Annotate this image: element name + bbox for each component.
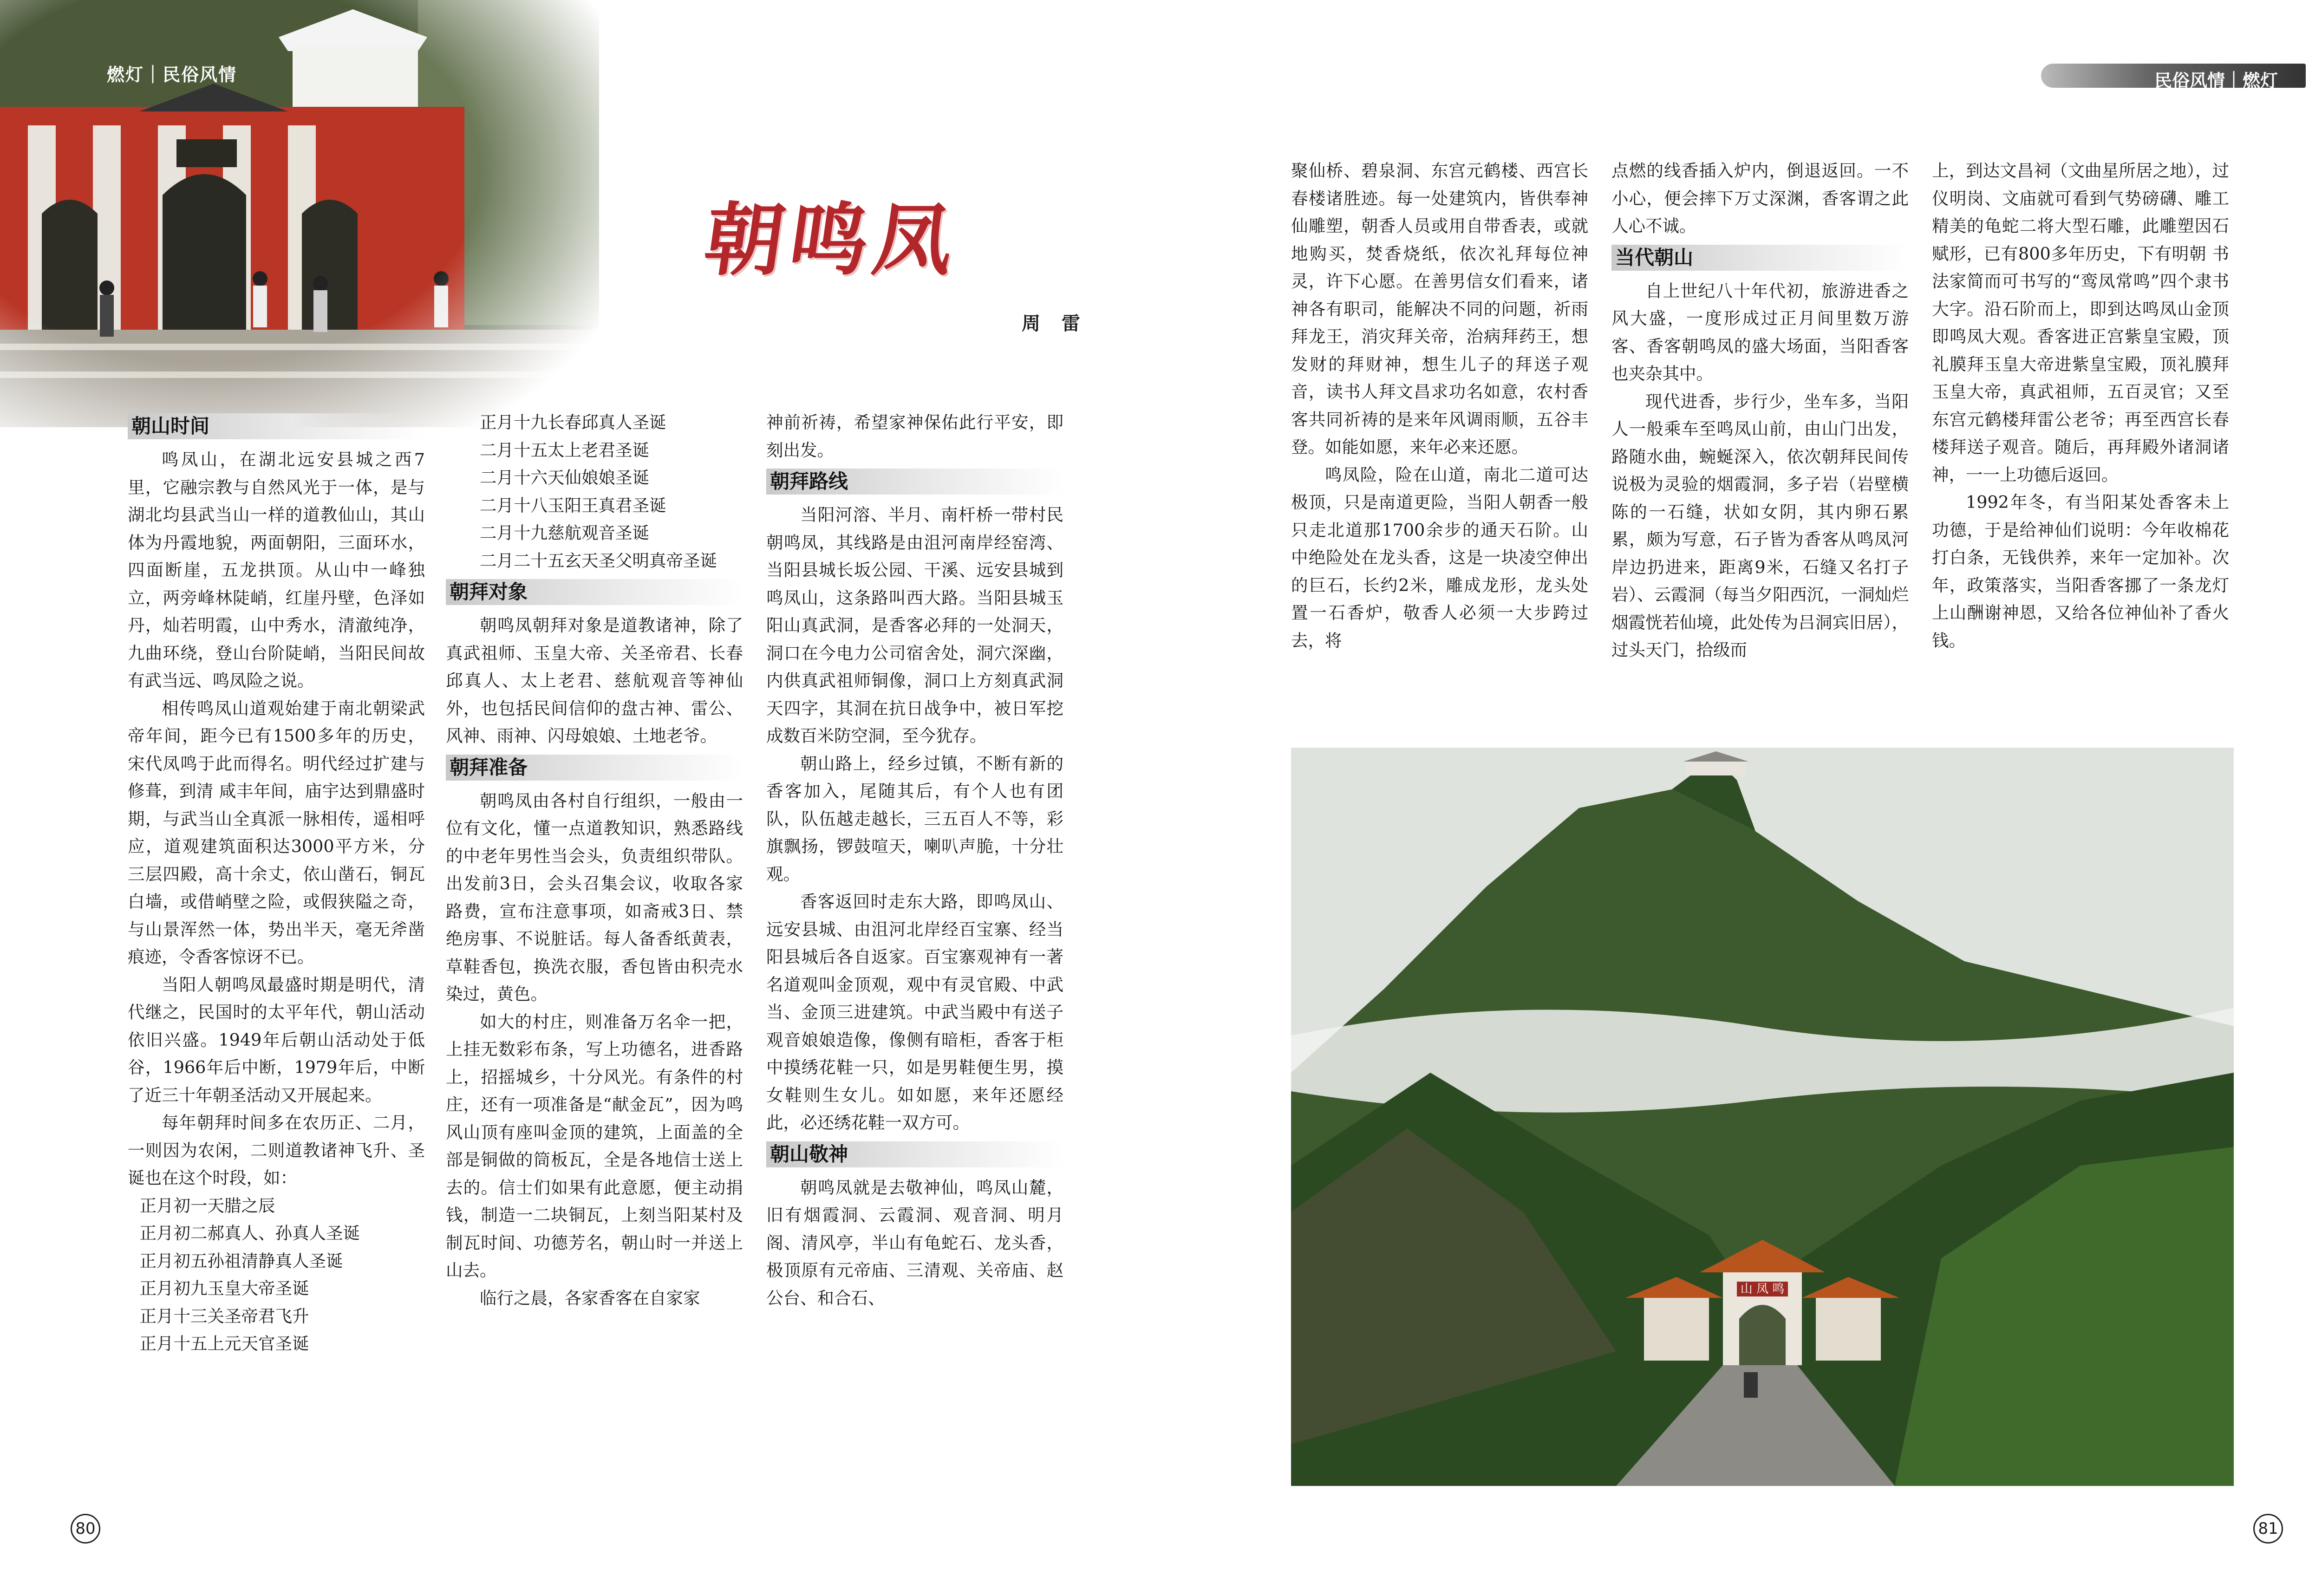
list-item: 正月初二郝真人、孙真人圣诞 <box>139 1223 360 1243</box>
paragraph: 临行之晨，各家香客在自家家 <box>480 1288 700 1308</box>
header-right <box>2041 58 2306 91</box>
paragraph: 朝鸣凤就是去敬神仙，鸣凤山麓，旧有烟霞洞、云霞洞、观音洞、明月阁、清风亭，半山有龟蛇石、龙头香，极顶原有元帝庙、三清观、关帝庙、赵公台、和合石、 <box>766 1177 1063 1308</box>
paragraph: 当阳人朝鸣凤最盛时期是明代，清代继之，民国时的太平年代，朝山活动依旧兴盛。1949年后朝山活动处于低谷，1966年后中断，1979年后，中断了近三十年朝圣活动又开展起来。 <box>128 974 425 1105</box>
section-heading: 朝山时间 <box>128 413 425 439</box>
paragraph: 神前祈祷，希望家神保佑此行平安，即刻出发。 <box>766 412 1063 460</box>
section-heading: 朝拜准备 <box>446 755 743 781</box>
column-3 <box>766 409 1063 1312</box>
paragraph: 朝鸣凤朝拜对象是道教诸神，除了真武祖师、玉皇大帝、关圣帝君、长春邱真人、太上老君、慈航观音等神仙外，也包括民间信仰的盘古神、雷公、风神、雨神、闪母娘娘、土地老爷。 <box>446 615 743 746</box>
temple-gate-photo <box>0 0 599 427</box>
paragraph: 当阳河溶、半月、南杆桥一带村民朝鸣凤，其线路是由沮河南岸经窑湾、当阳县城长坂公园、干溪、远安县城到鸣凤山，这条路叫西大路。当阳县城玉阳山真武洞，是香客必拜的一处洞天，洞口在今电力公司宿舍处，洞穴深幽，内供真武祖师铜像，洞口上方刻真武洞天四字，其洞在抗日战争中，被日军挖成数百米防空洞，至今犹存。 <box>766 505 1063 746</box>
column-5 <box>1611 157 1909 664</box>
list-item: 二月十九慈航观音圣诞 <box>480 523 649 543</box>
list-item: 二月十五太上老君圣诞 <box>480 440 649 460</box>
paragraph: 点燃的线香插入炉内，倒退返回。一不小心，便会摔下万丈深渊，香客谓之此人心不诚。 <box>1611 161 1909 236</box>
paragraph: 自上世纪八十年代初，旅游进香之风大盛，一度形成过正月间里数万游客、香客朝鸣凤的盛大场面，当阳香客也夹杂其中。 <box>1611 280 1909 384</box>
page-number-left: 80 <box>71 1514 100 1544</box>
column-2 <box>446 409 743 1312</box>
paragraph: 鸣凤险，险在山道，南北二道可达极顶，只是南道更险，当阳人朝香一般只走北道那1700余步的通天石阶。山中绝险处在龙头香，这是一块凌空伸出的巨石，长约2米，雕成龙形，龙头处置一石香炉，敬香人必须一大步跨过去，将 <box>1291 464 1588 651</box>
section-heading: 朝拜路线 <box>766 469 1063 495</box>
paragraph: 朝山路上，经乡过镇，不断有新的香客加入，尾随其后，有个人也有团队，队伍越走越长，三五百人不等，彩旗飘扬，锣鼓喧天，喇叭声脆，十分壮观。 <box>766 753 1063 884</box>
paragraph: 如大的村庄，则准备万名伞一把，上挂无数彩布条，写上功德名，进香路上，招摇城乡，十分风光。有条件的村庄，还有一项准备是“献金瓦”，因为鸣风山顶有座叫金顶的建筑，上面盖的全部是铜做的筒板瓦，全是各地信士送上去的。信士们如果有此意愿，便主动捐钱，制造一二块铜瓦，上刻当阳某村及制瓦时间、功德芳名，朝山时一并送上山去。 <box>446 1011 743 1280</box>
section-heading: 朝拜对象 <box>446 579 743 605</box>
column-4 <box>1291 157 1588 654</box>
section-heading: 当代朝山 <box>1611 245 1909 271</box>
paragraph: 每年朝拜时间多在农历正、二月，一则因为农闲，二则道教诸神飞升、圣诞也在这个时段，如： <box>128 1113 425 1188</box>
list-item: 正月初一天腊之辰 <box>139 1195 275 1216</box>
article-title: 朝鸣凤 <box>698 194 965 287</box>
paragraph: 鸣凤山，在湖北远安县城之西7里，它融宗教与自然风光于一体，是与湖北均县武当山一样的道教仙山，其山体为丹霞地貌，两面朝阳，三面环水，四面断崖，五龙拱顶。从山中一峰独立，两旁峰林陡峭，红崖丹壁，色泽如丹，灿若明霞，山中秀水，清澈纯净，九曲环绕，登山台阶陡峭，当阳民间故有武当远、鸣凤险之说。 <box>128 449 425 691</box>
list-item: 二月十八玉阳王真君圣诞 <box>480 495 666 515</box>
column-1 <box>128 409 425 1358</box>
list-item: 正月初五孙祖清静真人圣诞 <box>139 1251 343 1271</box>
column-6 <box>1932 157 2229 654</box>
list-item: 二月十六天仙娘娘圣诞 <box>480 468 649 488</box>
header-right-text: 民俗风情｜燃灯 <box>2154 71 2278 91</box>
list-item: 正月十三关圣帝君飞升 <box>139 1306 309 1326</box>
header-left: 燃灯｜民俗风情 <box>107 65 237 85</box>
article-author: 周 雷 <box>1022 313 1088 334</box>
list-item: 正月十五上元天官圣诞 <box>139 1334 309 1354</box>
paragraph: 1992年冬，有当阳某处香客未上功德，于是给神仙们说明：今年收棉花打白条，无钱供养，来年一定加补。次年，政策落实，当阳香客挪了一条龙灯上山酬谢神恩，又给各位神仙补了香火钱。 <box>1932 492 2229 651</box>
list-item: 正月十九长春邱真人圣诞 <box>480 412 666 432</box>
section-heading: 朝山敬神 <box>766 1141 1063 1167</box>
paragraph: 现代进香，步行少，坐车多，当阳人一般乘车至鸣凤山前，由山门出发，路随水曲，蜿蜒深入，依次朝拜民间传说极为灵验的烟霞洞，多子岩（岩壁横陈的一石缝，状如女阴，其内卵石累累，颇为写意，石子皆为香客从鸣凤河岸边扔进来，距离9米，石缝又名打子岩）、云霞洞（每当夕阳西沉，一洞灿烂烟霞恍若仙境，此处传为吕洞宾旧居），过头天门，拾级而 <box>1611 391 1909 660</box>
list-item: 二月二十五玄天圣父明真帝圣诞 <box>480 550 717 571</box>
paragraph: 朝鸣凤由各村自行组织，一般由一位有文化，懂一点道教知识，熟悉路线的中老年男性当会头，负责组织带队。出发前3日，会头召集会议，收取各家路费，宣布注意事项，如斋戒3日、禁绝房事、不说脏话。每人备香纸黄表，草鞋香包，换洗衣服，香包皆由积壳水染过，黄色。 <box>446 790 743 1004</box>
paragraph: 上，到达文昌祠（文曲星所居之地），过仪明岗、文庙就可看到气势磅礴、雕工精美的龟蛇二将大型石雕，此雕塑因石赋形，已有800多年历史，下有明朝 书法家简而可书写的“鸾凤常鸣”四个隶书大字。沿石阶而上，即到达鸣凤山金顶即鸣凤大观。香客进正宫紫皇宝殿，顶礼膜拜玉皇大帝进紫皇宝殿，顶礼膜拜玉皇大帝，真武祖师，五百灵官；又至东宫元鹤楼拜雷公老爷；再至西宫长春楼拜送子观音。随后，再拜殿外诸洞诸神，一一上功德后返回。 <box>1932 161 2229 485</box>
page-number-right: 81 <box>2253 1514 2283 1544</box>
gate-plaque: 山 凤 鸣 <box>1740 1282 1785 1296</box>
paragraph: 相传鸣凤山道观始建于南北朝梁武帝年间，距今已有1500多年的历史，宋代凤鸣于此而得名。明代经过扩建与修葺，到清 咸丰年间，庙宇达到鼎盛时期，与武当山全真派一脉相传，遥相呼应，道观建筑面积达3000平方米，分三层四殿，高十余丈，依山凿石，铜瓦白墙，或借峭壁之险，或假狭隘之奇，与山景浑然一体，势出半天，毫无斧凿痕迹，令香客惊讶不已。 <box>128 698 425 967</box>
list-item: 正月初九玉皇大帝圣诞 <box>139 1278 309 1298</box>
paragraph: 聚仙桥、碧泉洞、东宫元鹤楼、西宫长春楼诸胜迹。每一处建筑内，皆供奉神仙雕塑，朝香人员或用自带香表，或就地购买，焚香烧纸，依次礼拜每位神灵，许下心愿。在善男信女们看来，诸神各有职司，能解决不同的问题，祈雨拜龙王，消灾拜关帝，治病拜药王，想发财的拜财神，想生儿子的拜送子观音，读书人拜文昌求功名如意，农村香客共同祈祷的是来年风调雨顺，五谷丰登。如能如愿，来年必来还愿。 <box>1291 161 1588 457</box>
paragraph: 香客返回时走东大路，即鸣凤山、远安县城、由沮河北岸经百宝寨、经当阳县城后各自返家。百宝寨观神有一著名道观叫金顶观，观中有灵官殿、中武当、金顶三进建筑。中武当殿中有送子观音娘娘造像，像侧有暗柜，香客于柜中摸绣花鞋一只，如是男鞋便生男，摸女鞋则生女儿。如如愿，来年还愿经此，必还绣花鞋一双方可。 <box>766 892 1063 1133</box>
mountain-photo <box>1291 748 2234 1486</box>
